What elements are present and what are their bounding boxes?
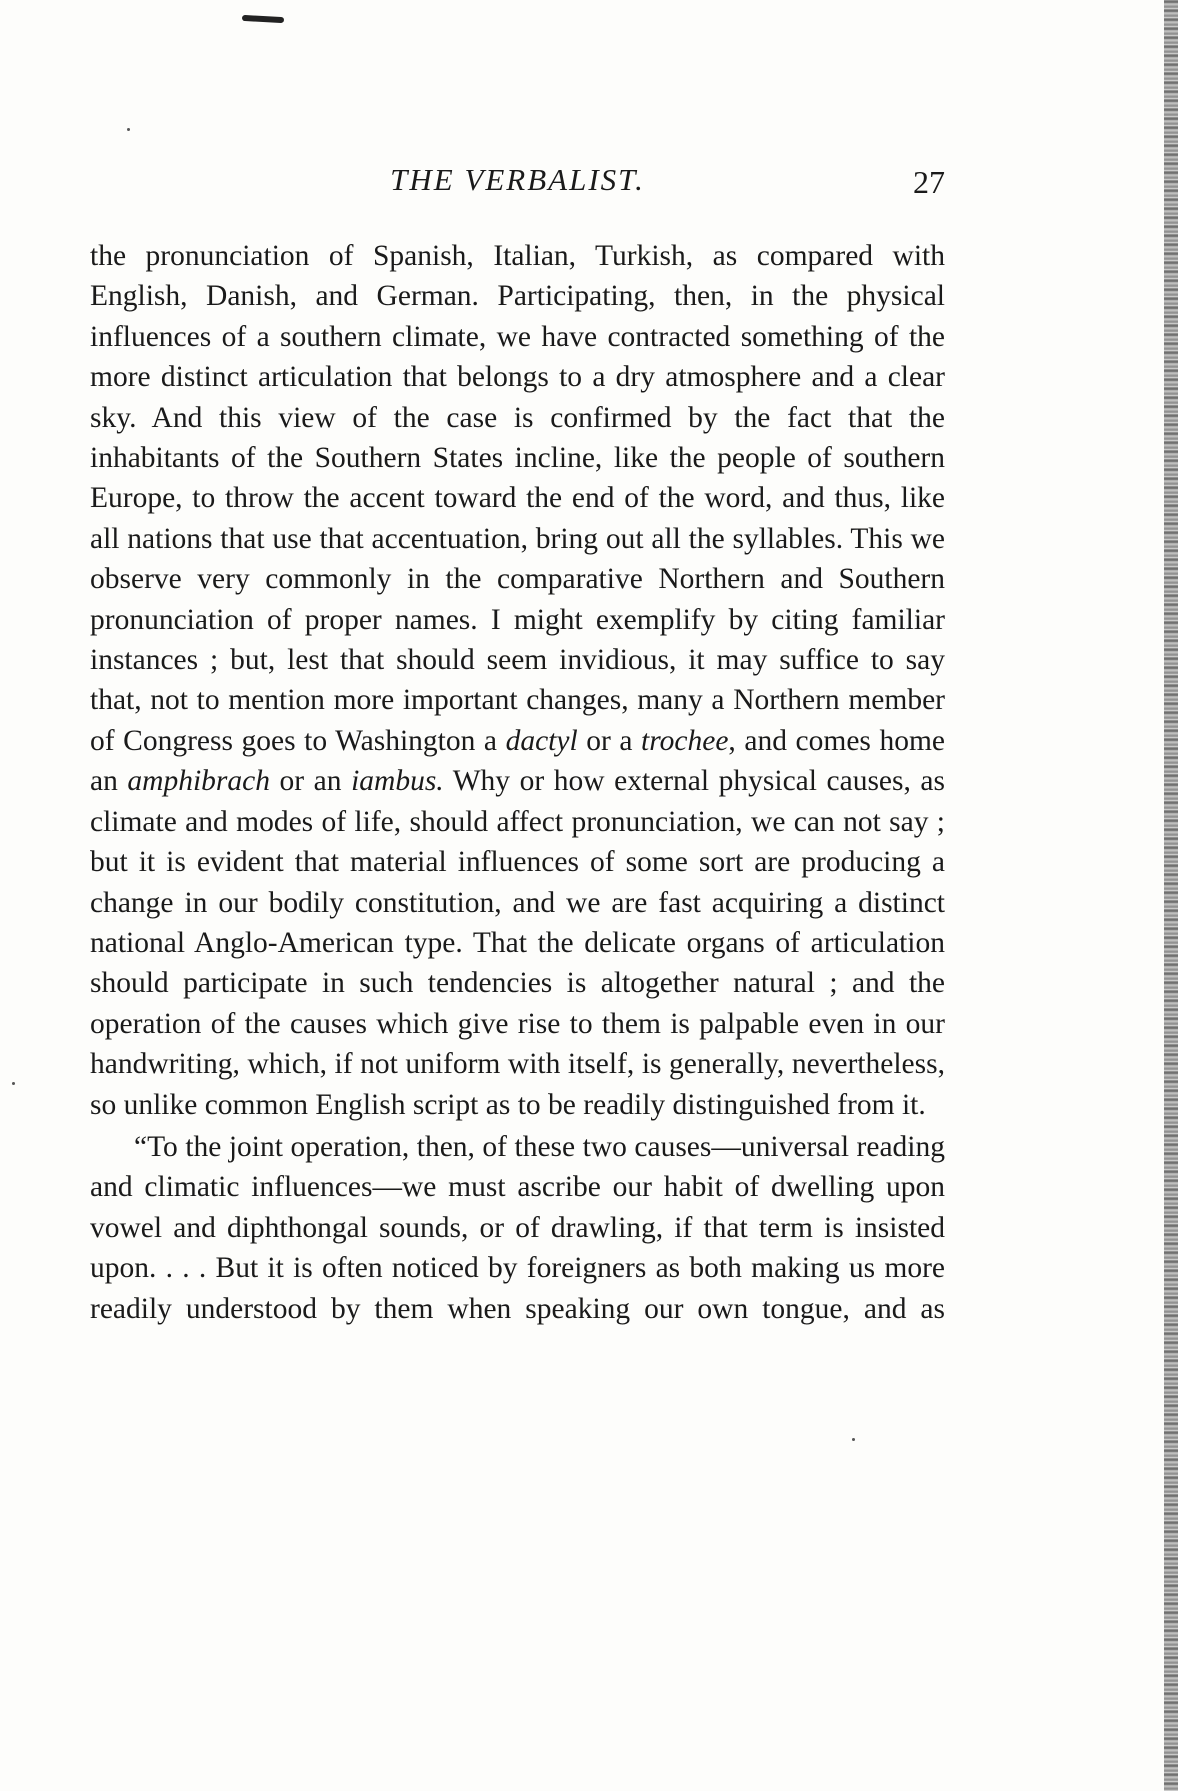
paper-speck bbox=[852, 1438, 855, 1441]
italic-term-trochee: trochee bbox=[641, 724, 729, 757]
text-run: Why or how external physical causes, as climate and modes of life, should affect pronunciation, we can not say ; but it is evident that material influences of some sort are producing a change in our bodily constitution, and we are fast acquiring a distinct national Anglo-American type. That the delicate organs of articulation should participate in such tendencies is altogether natural ; and the operation of the causes which give rise to them is palpable even in our handwriting, which, if not uniform with itself, is generally, nevertheless, so unlike common English script as to be readily distinguished from it. bbox=[90, 765, 946, 1121]
text-run: , and comes home an bbox=[90, 724, 946, 798]
paragraph bbox=[90, 1127, 945, 1329]
paper-speck bbox=[127, 128, 130, 131]
ink-blot bbox=[242, 15, 284, 23]
italic-term-amphibrach: amphibrach bbox=[127, 765, 270, 798]
text-run: or a bbox=[577, 724, 642, 757]
paragraph bbox=[90, 236, 945, 1125]
body-text bbox=[90, 236, 945, 1329]
text-run: “To the joint operation, then, of these two causes—universal reading and climatic influences—we must ascribe our habit of dwelling upon vowel and diphthongal sounds, or of drawling, if that term is insisted upon. . . . But it is often noticed by foreigners as both making us more readily understood by them when speaking our own tongue, and as bbox=[90, 1130, 945, 1325]
page-number: 27 bbox=[913, 164, 945, 200]
paper-speck bbox=[12, 1082, 15, 1085]
page-header bbox=[90, 162, 945, 206]
italic-term-iambus: iambus. bbox=[351, 765, 444, 798]
text-run: the pronunciation of Spanish, Italian, Turkish, as compared with English, Danish, and German. Participating, then, in the physical influences of a southern climate, we have contracted something of the more distinct articulation that belongs to a dry atmosphere and a clear sky. And this view of the case is confirmed by the fact that the inhabitants of the Southern States incline, like the people of southern Europe, to throw the accent toward the end of the word, and thus, like all nations that use that accentuation, bring out all the syllables. This we observe very commonly in the comparative Northern and Southern pronunciation of proper names. I might exemplify by citing familiar instances ; but, lest that should seem invidious, it may suffice to say that, not to mention more important changes, many a Northern member of Congress goes to Washington a bbox=[90, 240, 945, 757]
page-edge-shadow bbox=[1164, 0, 1178, 1791]
italic-term-dactyl: dactyl bbox=[505, 724, 578, 757]
running-title: THE VERBALIST. bbox=[390, 162, 645, 197]
text-run: or an bbox=[269, 765, 352, 798]
